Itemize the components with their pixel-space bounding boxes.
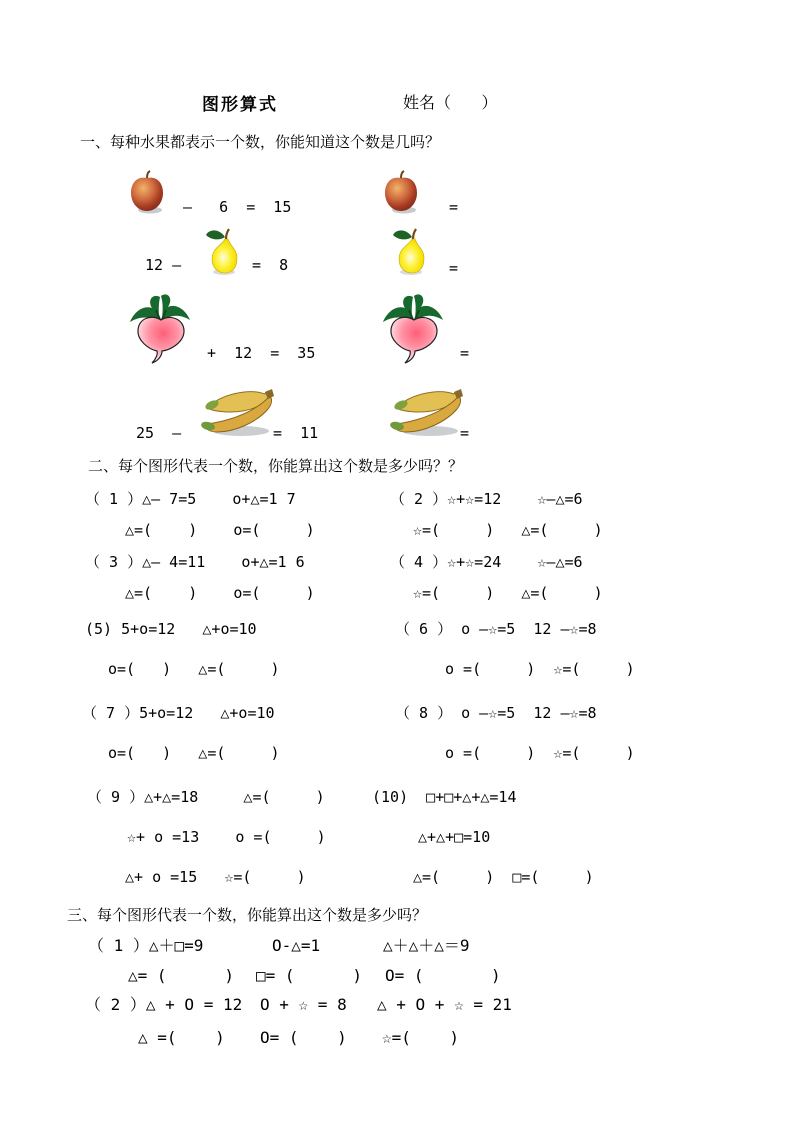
problem-1-equation: （ 1 ）△— 7=5 o+△=1 7 — [85, 490, 296, 508]
problem-9-line1: （ 9 ）△+△=18 △=( ) — [87, 788, 325, 806]
pear-equation-post: = 8 — [252, 256, 289, 274]
s3-problem-1-eq-c: △＋△＋△＝9 — [383, 936, 470, 955]
banana-answer-equals: = — [460, 424, 470, 442]
problem-10-line3: △=( ) □=( ) — [413, 868, 594, 886]
problem-2-equation: （ 2 ）☆+☆=12 ☆—△=6 — [390, 490, 583, 508]
name-label: 姓名（ ） — [403, 93, 498, 112]
problem-1-answers: △=( ) o=( ) — [125, 521, 315, 539]
problem-5-answers: o=( ) △=( ) — [108, 660, 280, 678]
s3-problem-1-ans-a: △= ( ) — [128, 966, 234, 985]
apple-icon — [127, 169, 167, 215]
problem-10-line2: △+△+□=10 — [418, 828, 491, 846]
s3-problem-2-ans-c: ☆=( ) — [382, 1028, 460, 1047]
problem-9-line2: ☆+ o =13 o =( ) — [127, 828, 326, 846]
problem-3-answers: △=( ) o=( ) — [125, 584, 315, 602]
pear-equation-pre: 12 — — [145, 256, 182, 274]
banana-icon — [195, 384, 275, 438]
problem-7-equation: （ 7 ）5+o=12 △+o=10 — [82, 704, 275, 722]
page-title: 图形算式 — [202, 95, 278, 115]
radish-icon — [126, 288, 196, 368]
problem-7-answers: o=( ) △=( ) — [108, 744, 280, 762]
radish-icon — [379, 288, 449, 368]
problem-5-equation: (5) 5+o=12 △+o=10 — [85, 620, 257, 638]
apple-icon — [381, 169, 421, 215]
radish-answer-equals: = — [460, 344, 470, 362]
s3-problem-2-eq-c: △ + O + ☆ = 21 — [377, 995, 512, 1014]
pear-answer-equals: = — [449, 259, 459, 277]
problem-9-line3: △+ o =15 ☆=( ) — [125, 868, 306, 886]
problem-8-equation: （ 8 ） o —☆=5 12 —☆=8 — [395, 704, 597, 722]
s3-problem-1-eq-b: O-△=1 — [272, 936, 321, 955]
problem-6-equation: （ 6 ） o —☆=5 12 —☆=8 — [395, 620, 597, 638]
section1-heading: 一、每种水果都表示一个数，你能知道这个数是几吗？ — [80, 133, 441, 151]
problem-4-equation: （ 4 ）☆+☆=24 ☆—△=6 — [390, 553, 583, 571]
apple-equation: — 6 = 15 — [183, 198, 292, 216]
section3-heading: 三、每个图形代表一个数，你能算出这个数是多少吗？ — [67, 906, 428, 924]
radish-equation: + 12 = 35 — [207, 344, 316, 362]
apple-answer-equals: = — [449, 198, 459, 216]
s3-problem-2-ans-a: △ =( ) — [138, 1028, 225, 1047]
s3-problem-1-eq-a: （ 1 ）△＋□=9 — [88, 936, 204, 955]
problem-3-equation: （ 3 ）△— 4=11 o+△=1 6 — [85, 553, 305, 571]
problem-4-answers: ☆=( ) △=( ) — [413, 584, 603, 602]
pear-icon — [204, 226, 244, 276]
s3-problem-2-ans-b: O= ( ) — [260, 1028, 347, 1047]
pear-icon — [391, 226, 431, 276]
s3-problem-2-eq-a: （ 2 ）△ + O = 12 — [85, 995, 243, 1014]
problem-8-answers: o =( ) ☆=( ) — [445, 744, 635, 762]
s3-problem-2-eq-b: O + ☆ = 8 — [260, 995, 347, 1014]
problem-2-answers: ☆=( ) △=( ) — [413, 521, 603, 539]
section2-heading: 二、每个图形代表一个数，你能算出这个数是多少吗？？ — [88, 457, 464, 475]
banana-equation-post: = 11 — [273, 424, 319, 442]
problem-6-answers: o =( ) ☆=( ) — [445, 660, 635, 678]
banana-icon — [384, 384, 464, 438]
problem-10-line1: (10) □+□+△+△=14 — [372, 788, 517, 806]
banana-equation-pre: 25 — — [136, 424, 182, 442]
s3-problem-1-ans-c: O= ( ) — [385, 966, 501, 985]
s3-problem-1-ans-b: □= ( ) — [256, 966, 362, 985]
